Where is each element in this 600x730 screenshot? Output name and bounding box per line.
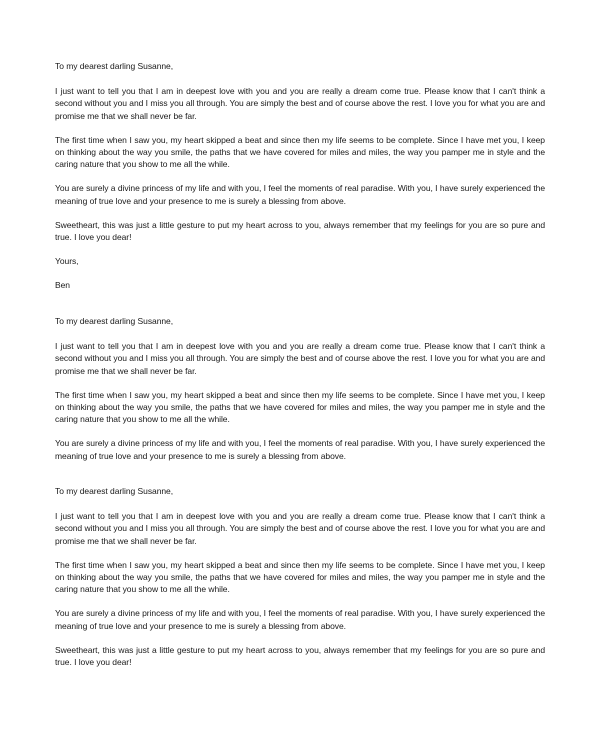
letter-2 [55, 315, 545, 474]
letter-3 [55, 485, 545, 680]
letter-paragraph: The first time when I saw you, my heart skipped a beat and since then my life seems to be complete. Since I have met you, I keep on thinking about the way you smile, the paths that we have covered for miles and miles, the way you pamper me in style and the caring nature that you show to me all the while. [55, 134, 545, 170]
letter-paragraph: I just want to tell you that I am in deepest love with you and you are really a dream come true. Please know that I can't think a second without you and I miss you all through. You are simply the best and of course above the rest. I love you for what you are and promise me that we shall never be far. [55, 86, 545, 121]
letter-paragraph: I just want to tell you that I am in deepest love with you and you are really a dream come true. Please know that I can't think a second without you and I miss you all through. You are simply the best and of course above the rest. I love you for what you are and promise me that we shall never be far. [55, 341, 545, 376]
letter-closing: Yours, [55, 256, 79, 267]
letter-greeting: To my dearest darling Susanne, [55, 61, 174, 71]
letter-greeting: To my dearest darling Susanne, [55, 486, 174, 496]
letter-1 [55, 60, 545, 292]
letter-paragraph: Sweetheart, this was just a little gesture to put my heart across to you, always remember that my feelings for you are so pure and true. I love you dear! [55, 644, 545, 668]
letter-greeting: To my dearest darling Susanne, [55, 316, 174, 326]
letter-paragraph: Sweetheart, this was just a little gesture to put my heart across to you, always remember that my feelings for you are so pure and true. I love you dear! [55, 219, 545, 243]
letter-paragraph: You are surely a divine princess of my life and with you, I feel the moments of real paradise. With you, I have surely experienced the meaning of true love and your presence to me is surely a blessing from above. [55, 438, 545, 461]
letter-paragraph: You are surely a divine princess of my life and with you, I feel the moments of real paradise. With you, I have surely experienced the meaning of true love and your presence to me is surely a blessing from above. [55, 183, 545, 206]
letter-signature: Ben [55, 280, 70, 291]
letter-paragraph: You are surely a divine princess of my life and with you, I feel the moments of real paradise. With you, I have surely experienced the meaning of true love and your presence to me is surely a blessing from above. [55, 608, 545, 631]
letter-paragraph: I just want to tell you that I am in deepest love with you and you are really a dream come true. Please know that I can't think a second without you and I miss you all through. You are simply the best and of course above the rest. I love you for what you are and promise me that we shall never be far. [55, 511, 545, 546]
letter-paragraph: The first time when I saw you, my heart skipped a beat and since then my life seems to be complete. Since I have met you, I keep on thinking about the way you smile, the paths that we have covered for miles and miles, the way you pamper me in style and the caring nature that you show to me all the while. [55, 559, 545, 595]
letter-paragraph: The first time when I saw you, my heart skipped a beat and since then my life seems to be complete. Since I have met you, I keep on thinking about the way you smile, the paths that we have covered for miles and miles, the way you pamper me in style and the caring nature that you show to me all the while. [55, 389, 545, 425]
